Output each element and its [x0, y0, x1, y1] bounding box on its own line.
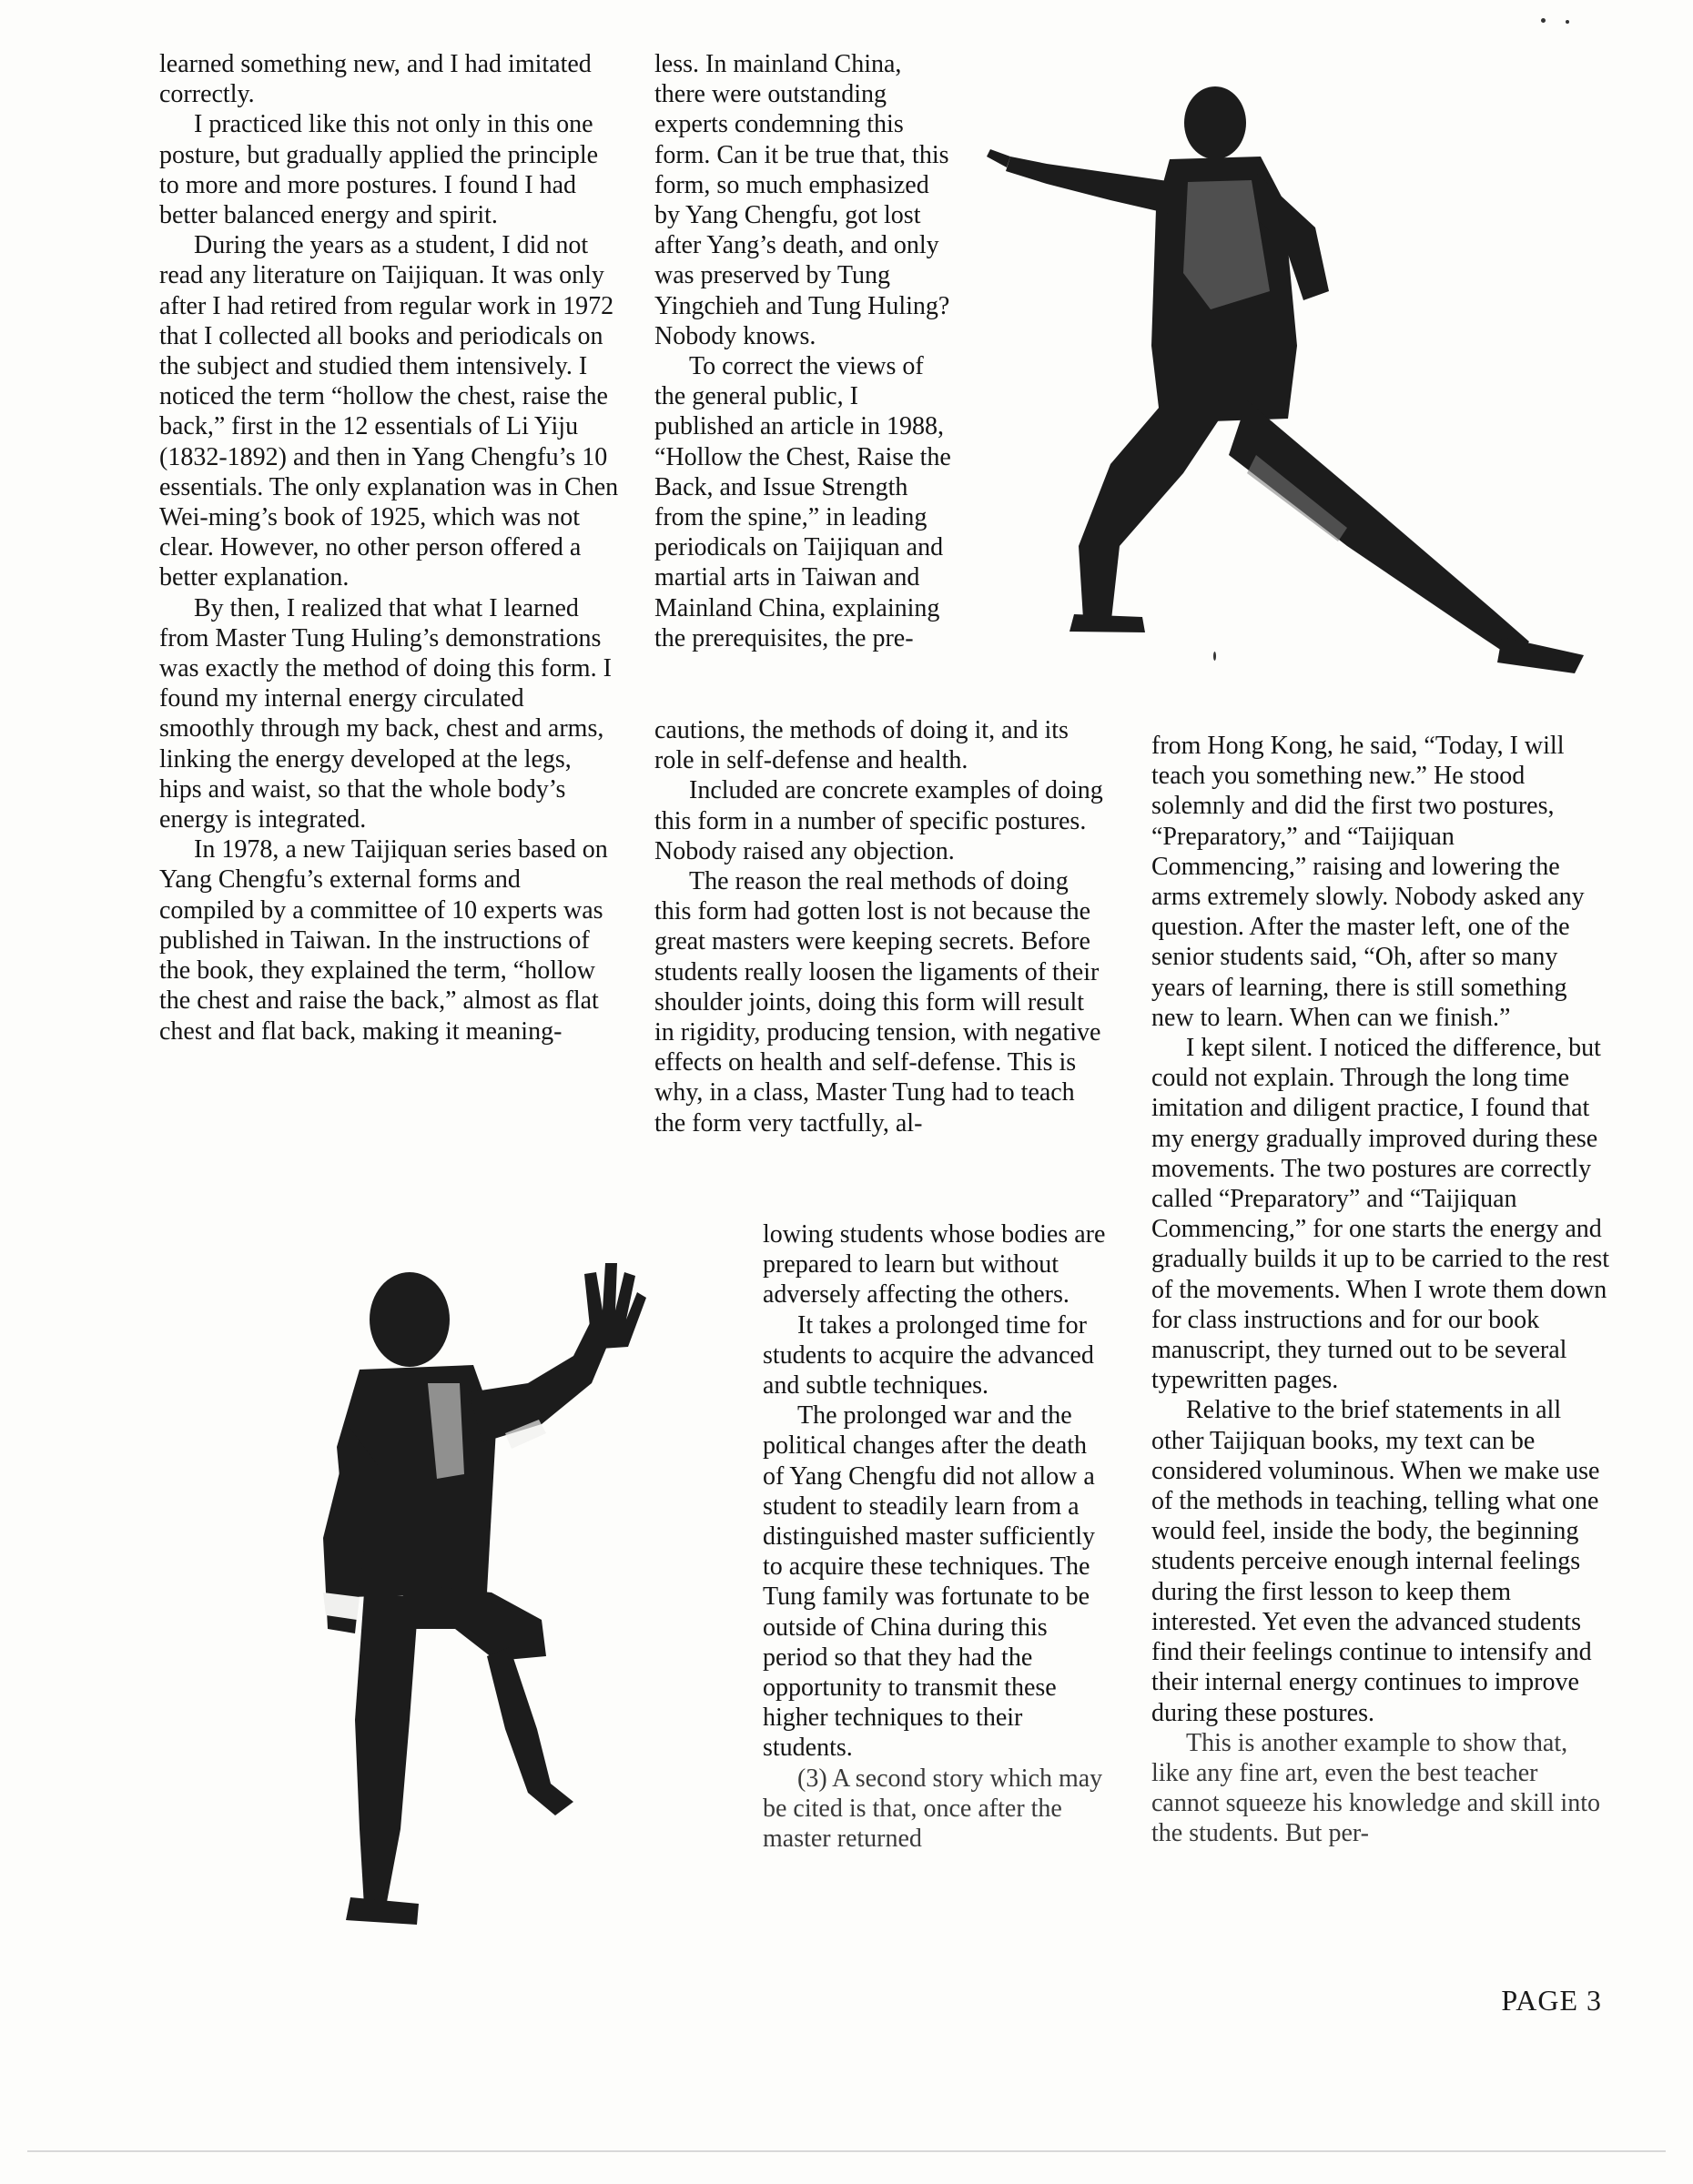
paragraph: (3) A second story which may be cited is that, once after the master returned [763, 1764, 1103, 1854]
paragraph: I practiced like this not only in this one posture, but gradually applied the principle to more and more postures. I found I had better balanced energy and spirit. [159, 110, 599, 230]
paragraph: By then, I realized that what I learned from Master Tung Huling’s demonstrations was exactly the method of doing this form. I found my internal energy circulated smoothly through my back, chest and arms, linking the energy developed at the legs, hips and waist, so that the whole body’s energy is integrated. [159, 593, 612, 834]
page-number: PAGE 3 [1501, 1984, 1602, 2017]
figure-golden-rooster-stance-icon [300, 1247, 683, 1956]
paragraph: In 1978, a new Taijiquan series based on Yang Chengfu’s external forms and compiled by a committee of 10 experts was published in Taiwan. In the instructions of the book, they explained the term, “hollow the chest and raise the back,” almost as flat chest and flat back, making it meaning- [159, 835, 608, 1046]
column-2-bottom [763, 1219, 1109, 1854]
paragraph: learned something new, and I had imitated correctly. [159, 50, 592, 109]
paragraph: lowing students whose bodies are prepared to learn but without adversely affecting the others. [763, 1220, 1106, 1309]
paragraph: This is another example to show that, like any fine art, even the best teacher cannot squeeze his knowledge and skill into the students. But per- [1151, 1728, 1600, 1848]
paragraph: Relative to the brief statements in all other Taijiquan books, my text can be considered voluminous. When we make use of the methods in teaching, telling what one would feel, inside the body, the beginning students perceive enough internal feelings during the first lesson to keep them interested. Yet even the advanced students find their feelings continue to intensify and their internal energy continues to improve during these postures. [1151, 1396, 1600, 1727]
column-2-top [654, 49, 955, 653]
paragraph: It takes a prolonged time for students to acquire the advanced and subtle techniques. [763, 1310, 1094, 1400]
paragraph: cautions, the methods of doing it, and its role in self-defense and health. [654, 716, 1069, 775]
paragraph: During the years as a student, I did not read any literature on Taijiquan. It was only after I had retired from regular work in 1972 that I collected all books and periodicals on the subject and studied them intensively. I noticed the term “hollow the chest, raise the back,” first in the 12 essentials of Li Yiju (1832-1892) and then in Yang Chengfu’s 10 essentials. The only explanation was in Chen Wei-ming’s book of 1925, which was not clear. However, no other person offered a better explanation. [159, 231, 619, 592]
column-2-middle [654, 715, 1110, 1138]
figure-bow-stance-pointing-icon [983, 73, 1602, 710]
paragraph: The reason the real methods of doing this form had gotten lost is not because the great masters were keeping secrets. Before students really loosen the ligaments of their shoulder joints, doing this form will result in rigidity, producing tension, with negative effects on health and self-defense. This is why, in a class, Master Tung had to teach the form very tactfully, al- [654, 867, 1101, 1138]
paragraph: I kept silent. I noticed the difference, but could not explain. Through the long time imitation and diligent practice, I found that my energy gradually improved during these movements. The two postures are correctly called “Preparatory” and “Taijiquan Commencing,” for one starts the energy and gradually builds it up to be carried to the rest of the movements. When I wrote them down for class instructions and for our book manuscript, they turned out to be several typewritten pages. [1151, 1034, 1610, 1395]
scan-speck [1566, 20, 1569, 24]
paragraph: from Hong Kong, he said, “Today, I will teach you something new.” He stood solemnly and did the first two postures, “Preparatory,” and “Taijiquan Commencing,” raising and lowering the arms extremely slowly. Nobody asked any question. After the master left, one of the senior students said, “Oh, after so many years of learning, there is still something new to learn. When can we finish.” [1151, 732, 1585, 1032]
scan-speck [1213, 652, 1216, 661]
scan-speck [1541, 18, 1546, 23]
column-3 [1151, 731, 1611, 1849]
paragraph: Included are concrete examples of doing this form in a number of specific postures. Nobody raised any objection. [654, 776, 1103, 865]
column-1 [159, 49, 619, 1046]
paragraph: The prolonged war and the political changes after the death of Yang Chengfu did not allow a student to steadily learn from a distinguished master sufficiently to acquire these techniques. The Tung family was fortunate to be outside of China during this period so that they had the opportunity to transmit these higher techniques to their students. [763, 1401, 1095, 1763]
paragraph: less. In mainland China, there were outstanding experts condemning this form. Can it be true that, this form, so much emphasized by Yang Chengfu, got lost after Yang’s death, and only was preserved by Tung Yingchieh and Tung Huling? Nobody knows. [654, 50, 950, 350]
paragraph: To correct the views of the general public, I published an article in 1988, “Hollow the Chest, Raise the Back, and Issue Strength from the spine,” in leading periodicals on Taijiquan and martial arts in Taiwan and Mainland China, explaining the prerequisites, the pre- [654, 352, 951, 652]
scan-edge-rule [27, 2150, 1666, 2152]
